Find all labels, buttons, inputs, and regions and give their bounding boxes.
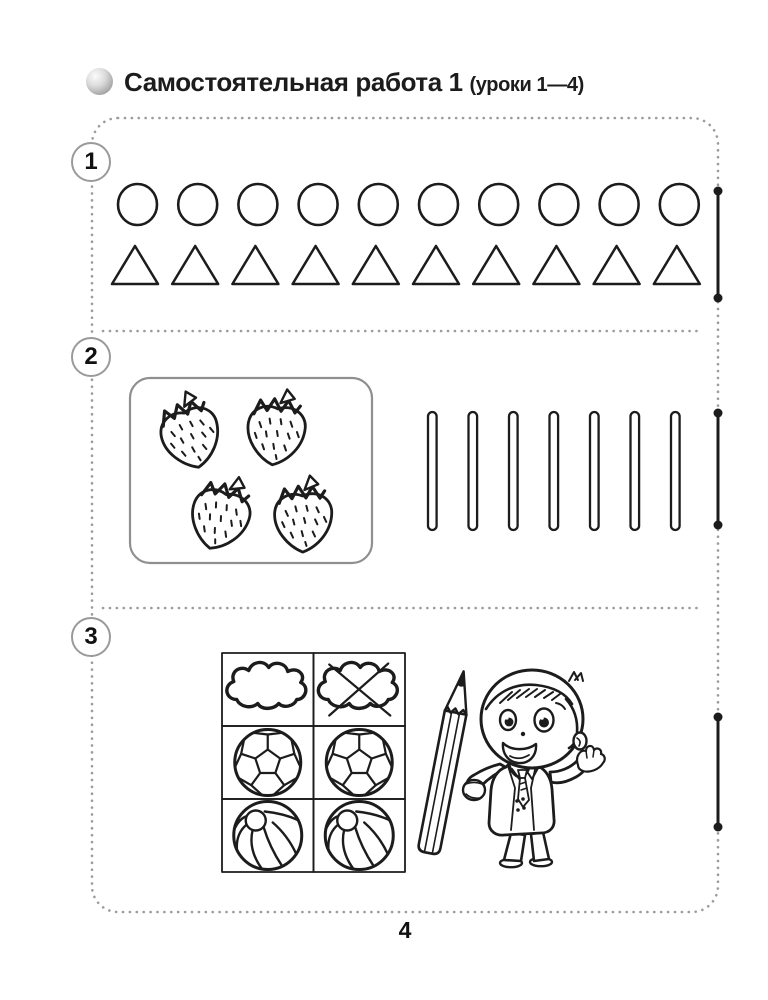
task-number-badge-2: 2	[71, 337, 111, 377]
triangle-shape	[232, 246, 278, 284]
circle-shape	[419, 184, 458, 225]
task2-strawberries	[150, 385, 334, 555]
triangle-shape	[172, 246, 218, 284]
strawberry-icon	[150, 385, 228, 475]
beach-ball-icon	[325, 802, 393, 870]
boy-leg	[504, 833, 525, 861]
triangle-shape	[353, 246, 399, 284]
circle-shape	[479, 184, 518, 225]
triangle-shape	[413, 246, 459, 284]
answer-line-task2	[714, 409, 723, 530]
task1-triangles-row	[112, 246, 700, 284]
counting-stick	[671, 412, 680, 530]
boy-tie	[518, 770, 527, 778]
counting-stick	[428, 412, 437, 530]
boy-with-pencil-illustration	[418, 669, 605, 867]
triangle-shape	[533, 246, 579, 284]
circle-shape	[600, 184, 639, 225]
grid-cell	[314, 799, 406, 872]
task1-circles-row	[118, 184, 699, 225]
counting-stick	[509, 412, 518, 530]
task2-counting-sticks	[428, 412, 680, 530]
triangle-shape	[293, 246, 339, 284]
soccer-ball-icon	[235, 730, 301, 796]
beach-ball-icon	[234, 802, 302, 870]
triangle-shape	[594, 246, 640, 284]
circle-shape	[359, 184, 398, 225]
circle-shape	[238, 184, 277, 225]
triangle-shape	[473, 246, 519, 284]
counting-stick	[550, 412, 559, 530]
pencil-wood-tip	[445, 669, 475, 715]
strawberry-icon	[184, 468, 258, 556]
circle-shape	[178, 184, 217, 225]
task-number-badge-3: 3	[71, 617, 111, 657]
counting-stick	[590, 412, 599, 530]
page-title-text: Самостоятельная работа 1	[124, 66, 463, 97]
boy-nose	[521, 732, 525, 736]
counting-stick	[631, 412, 640, 530]
boy-hair-tuft	[569, 672, 583, 681]
strawberry-icon	[273, 475, 334, 554]
page-number: 4	[398, 917, 412, 943]
soccer-ball-icon	[326, 730, 392, 796]
triangle-shape	[654, 246, 700, 284]
task3-picture-grid	[222, 653, 405, 872]
triangle-shape	[112, 246, 158, 284]
counting-stick	[469, 412, 478, 530]
circle-shape	[118, 184, 157, 225]
big-pencil	[418, 669, 475, 855]
grid-cell	[222, 799, 314, 872]
circle-shape	[299, 184, 338, 225]
task-number-badge-1: 1	[71, 142, 111, 182]
answer-line-task3	[714, 713, 723, 832]
strawberry-icon	[246, 388, 307, 467]
answer-line-task1	[714, 187, 723, 303]
page-title-suffix: (уроки 1—4)	[469, 73, 584, 96]
cloud-crossed-icon	[318, 662, 397, 715]
circle-shape	[660, 184, 699, 225]
boy-leg	[531, 832, 549, 861]
strawberries-box	[130, 378, 372, 563]
cloud-icon	[227, 662, 306, 708]
circle-shape	[539, 184, 578, 225]
